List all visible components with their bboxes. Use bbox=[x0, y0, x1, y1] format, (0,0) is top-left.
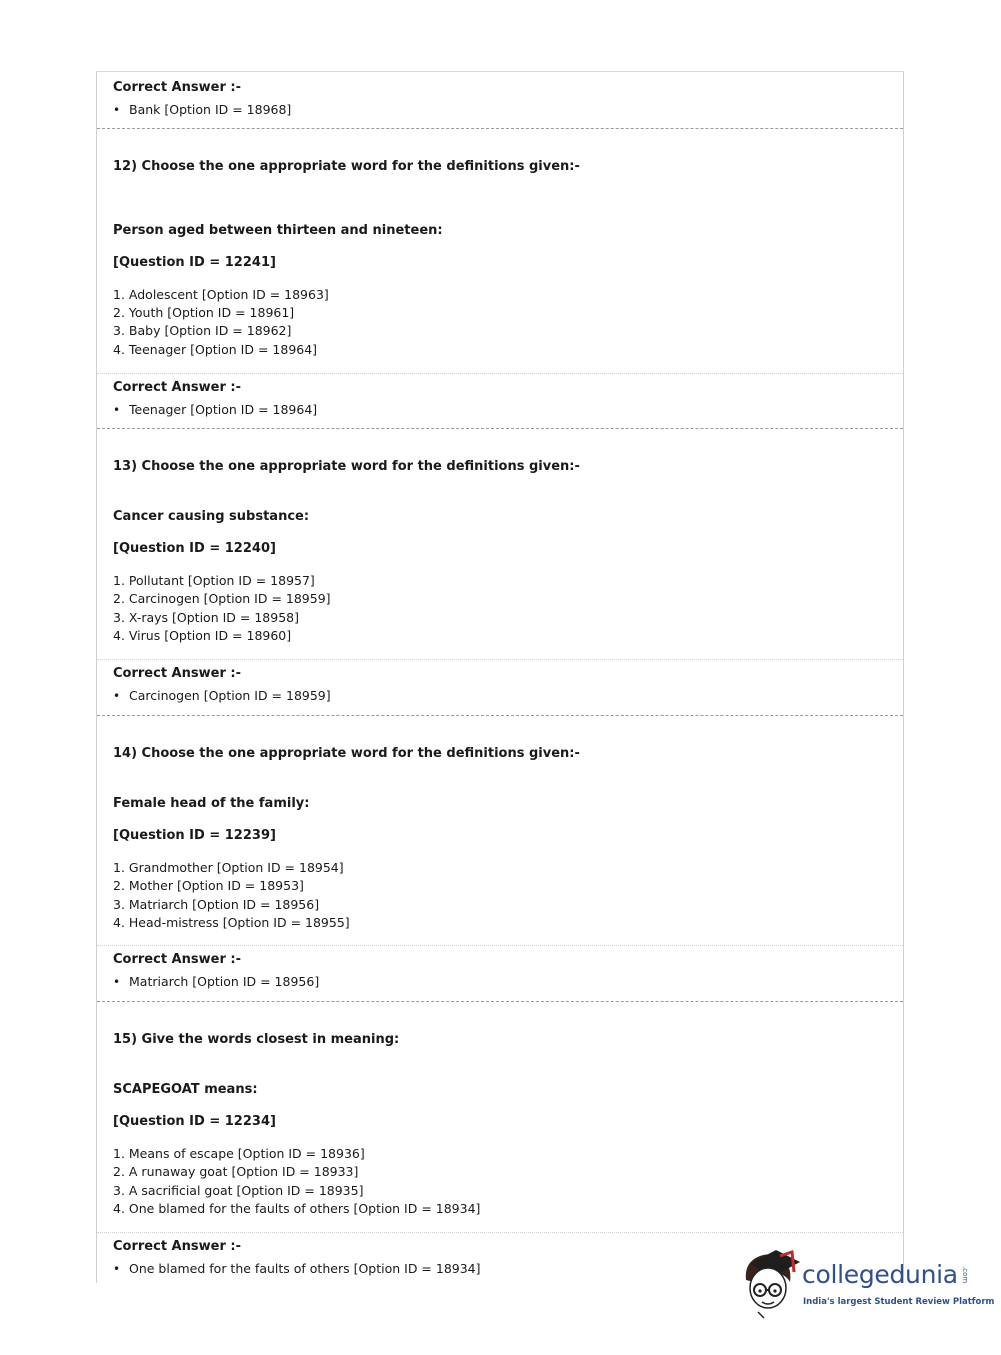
question-prompt: SCAPEGOAT means: bbox=[113, 1082, 258, 1097]
answer-label: Correct Answer :- bbox=[113, 1239, 241, 1254]
question-id: [Question ID = 12241] bbox=[113, 255, 276, 270]
question-prompt: Cancer causing substance: bbox=[113, 509, 310, 524]
question-heading: 15) Give the words closest in meaning: bbox=[113, 1032, 400, 1047]
option-item: 1. Grandmother [Option ID = 18954] bbox=[113, 860, 344, 875]
option-item: 1. Pollutant [Option ID = 18957] bbox=[113, 573, 315, 588]
logo-wordmark: collegedunia bbox=[802, 1260, 958, 1289]
bullet: • bbox=[113, 689, 121, 703]
question-block-13 bbox=[97, 429, 903, 660]
bullet: • bbox=[113, 975, 121, 989]
answer-label: Correct Answer :- bbox=[113, 666, 241, 681]
answer-label: Correct Answer :- bbox=[113, 952, 241, 967]
answer-block-prev bbox=[97, 72, 903, 129]
question-block-12 bbox=[97, 129, 903, 374]
question-id: [Question ID = 12240] bbox=[113, 541, 276, 556]
option-item: 4. Teenager [Option ID = 18964] bbox=[113, 342, 318, 357]
answer-text: Bank [Option ID = 18968] bbox=[129, 102, 292, 117]
option-item: 3. Baby [Option ID = 18962] bbox=[113, 323, 292, 338]
logo-tagline: India's largest Student Review Platform bbox=[803, 1297, 995, 1307]
option-item: 4. Virus [Option ID = 18960] bbox=[113, 628, 292, 643]
option-item: 3. A sacrificial goat [Option ID = 18935] bbox=[113, 1183, 364, 1198]
question-block-14 bbox=[97, 716, 903, 946]
logo-suffix: .com bbox=[961, 1266, 969, 1284]
option-item: 1. Adolescent [Option ID = 18963] bbox=[113, 287, 329, 302]
option-item: 2. Youth [Option ID = 18961] bbox=[113, 305, 295, 320]
question-prompt: Female head of the family: bbox=[113, 796, 310, 811]
collegedunia-logo bbox=[740, 1246, 995, 1320]
question-id: [Question ID = 12234] bbox=[113, 1114, 276, 1129]
option-item: 3. X-rays [Option ID = 18958] bbox=[113, 610, 299, 625]
answer-label: Correct Answer :- bbox=[113, 380, 241, 395]
answer-label: Correct Answer :- bbox=[113, 80, 241, 95]
question-paper bbox=[96, 71, 904, 1283]
option-item: 2. Carcinogen [Option ID = 18959] bbox=[113, 591, 331, 606]
answer-block-14 bbox=[97, 946, 903, 1002]
answer-text: Carcinogen [Option ID = 18959] bbox=[129, 688, 331, 703]
answer-text: One blamed for the faults of others [Option ID = 18934] bbox=[129, 1261, 481, 1276]
option-item: 1. Means of escape [Option ID = 18936] bbox=[113, 1146, 365, 1161]
student-mascot-icon bbox=[740, 1246, 802, 1320]
option-item: 3. Matriarch [Option ID = 18956] bbox=[113, 897, 320, 912]
bullet: • bbox=[113, 1262, 121, 1276]
option-item: 4. Head-mistress [Option ID = 18955] bbox=[113, 915, 350, 930]
option-item: 2. Mother [Option ID = 18953] bbox=[113, 878, 304, 893]
question-prompt: Person aged between thirteen and nineteen: bbox=[113, 223, 443, 238]
answer-block-13 bbox=[97, 660, 903, 716]
question-heading: 14) Choose the one appropriate word for the definitions given:- bbox=[113, 746, 580, 761]
option-item: 4. One blamed for the faults of others [Option ID = 18934] bbox=[113, 1201, 481, 1216]
bullet: • bbox=[113, 403, 121, 417]
question-id: [Question ID = 12239] bbox=[113, 828, 276, 843]
answer-text: Teenager [Option ID = 18964] bbox=[129, 402, 318, 417]
answer-block-12 bbox=[97, 374, 903, 429]
question-heading: 12) Choose the one appropriate word for the definitions given:- bbox=[113, 159, 580, 174]
answer-text: Matriarch [Option ID = 18956] bbox=[129, 974, 320, 989]
option-item: 2. A runaway goat [Option ID = 18933] bbox=[113, 1164, 359, 1179]
question-block-15 bbox=[97, 1002, 903, 1233]
question-heading: 13) Choose the one appropriate word for the definitions given:- bbox=[113, 459, 580, 474]
bullet: • bbox=[113, 103, 121, 117]
